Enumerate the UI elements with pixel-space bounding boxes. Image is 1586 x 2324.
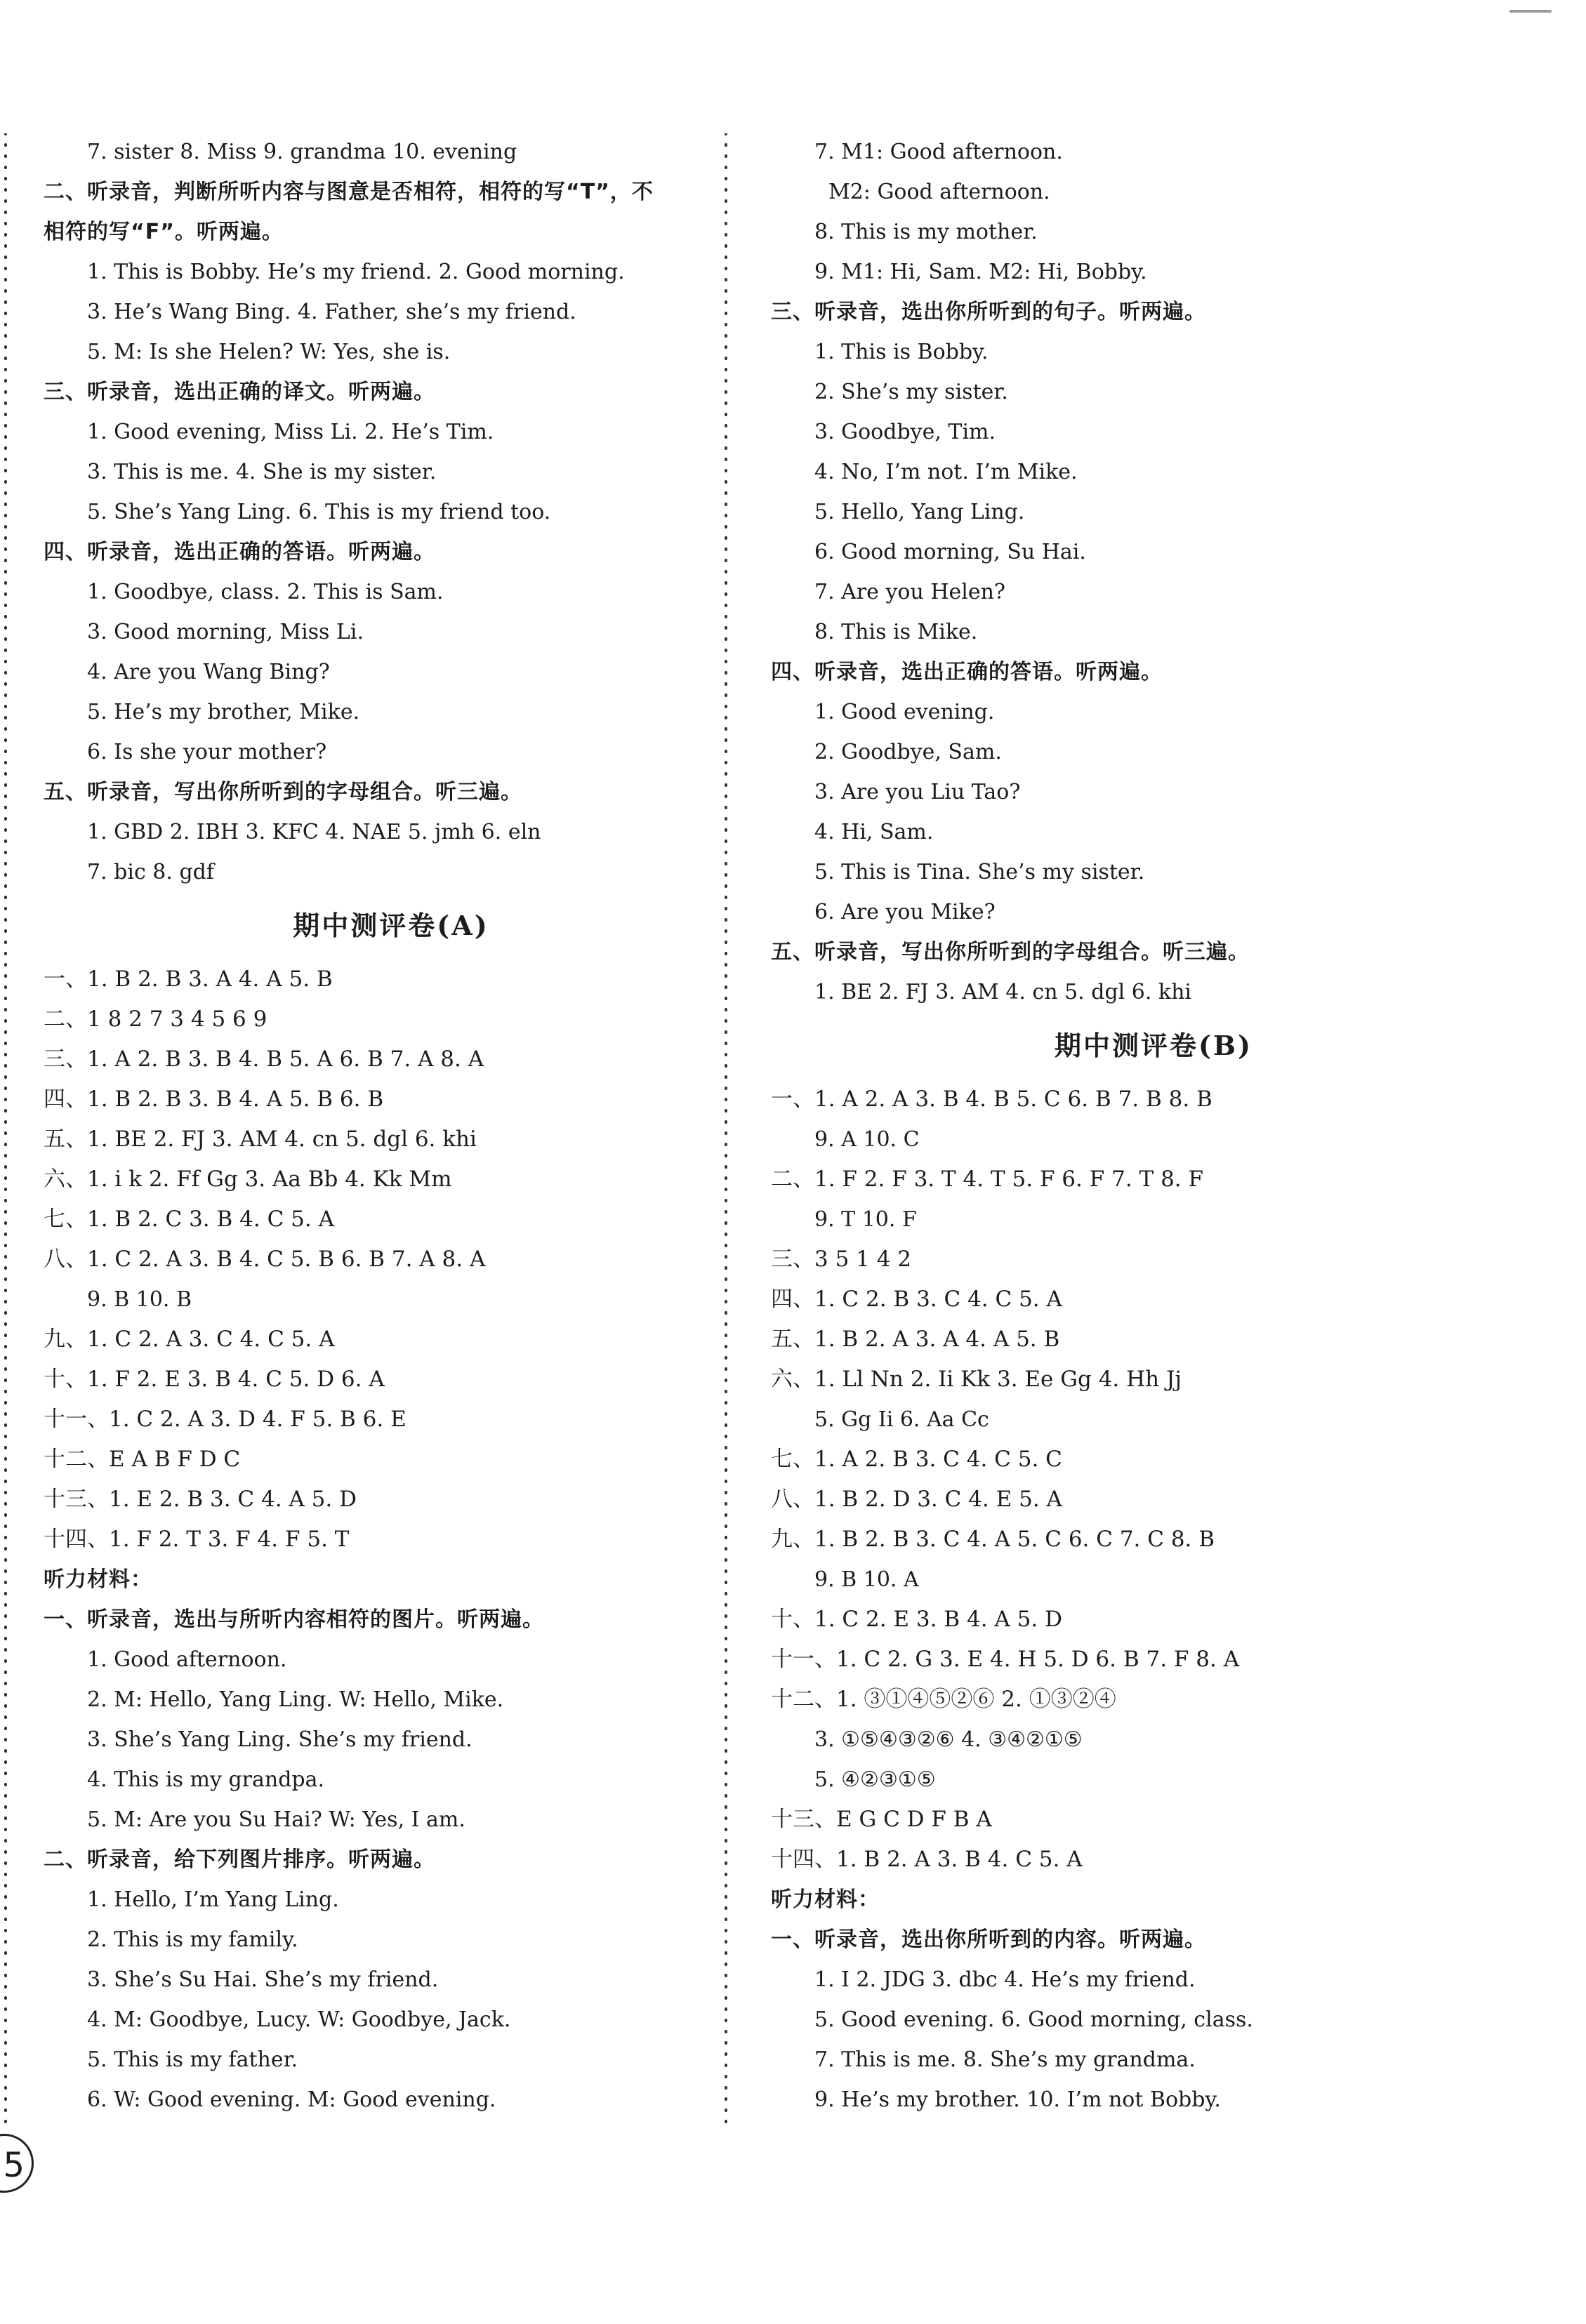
text-line: 9. He’s my brother. 10. I’m not Bobby.: [814, 2087, 1221, 2112]
answer-line: 七、1. A 2. B 3. C 4. C 5. C: [771, 1447, 1062, 1472]
answer-line: 一、1. B 2. B 3. A 4. A 5. B: [44, 967, 333, 992]
answer-line: 八、1. C 2. A 3. B 4. C 5. B 6. B 7. A 8. A: [44, 1247, 486, 1272]
corner-mark: [1509, 10, 1552, 13]
answer-line: 六、1. Ll Nn 2. Ii Kk 3. Ee Gg 4. Hh Jj: [771, 1367, 1182, 1392]
answer-line: 五、1. B 2. A 3. A 4. A 5. B: [771, 1327, 1060, 1352]
text-line: 3. She’s Su Hai. She’s my friend.: [87, 1967, 439, 1992]
section-heading: 听力材料：: [44, 1567, 152, 1592]
answer-line: 八、1. B 2. D 3. C 4. E 5. A: [771, 1487, 1062, 1512]
section-heading: 四、听录音，选出正确的答语。听两遍。: [44, 540, 435, 564]
test-title: 期中测评卷(A): [293, 910, 489, 941]
answer-line: 四、1. B 2. B 3. B 4. A 5. B 6. B: [44, 1087, 384, 1112]
text-line: 1. GBD 2. IBH 3. KFC 4. NAE 5. jmh 6. eln: [87, 820, 541, 844]
text-line: 4. Are you Wang Bing?: [87, 660, 330, 684]
page-number: 5: [0, 2134, 34, 2193]
text-line: 1. Good afternoon.: [87, 1647, 287, 1672]
answer-line: 十一、1. C 2. G 3. E 4. H 5. D 6. B 7. F 8. A: [771, 1647, 1240, 1672]
text-line: 5. M: Are you Su Hai? W: Yes, I am.: [87, 1807, 465, 1832]
text-line: 1. Good evening.: [814, 700, 995, 724]
text-line: 3. Good morning, Miss Li.: [87, 620, 364, 644]
text-line: 3. Goodbye, Tim.: [814, 420, 996, 444]
section-heading: 三、听录音，选出正确的译文。听两遍。: [44, 380, 435, 404]
answer-line: 二、1. F 2. F 3. T 4. T 5. F 6. F 7. T 8. F: [771, 1167, 1204, 1192]
text-line: 6. Is she your mother?: [87, 740, 327, 764]
answer-line: 九、1. B 2. B 3. C 4. A 5. C 6. C 7. C 8. B: [771, 1527, 1215, 1552]
answer-line: 十一、1. C 2. A 3. D 4. F 5. B 6. E: [44, 1407, 407, 1432]
text-line: 5. This is my father.: [87, 2047, 298, 2072]
left-column: [44, 132, 718, 2120]
answer-line: 六、1. i k 2. Ff Gg 3. Aa Bb 4. Kk Mm: [44, 1167, 452, 1192]
text-line: 1. Good evening, Miss Li. 2. He’s Tim.: [87, 420, 494, 444]
answer-line: 三、3 5 1 4 2: [771, 1247, 912, 1272]
text-line: 4. Hi, Sam.: [814, 820, 934, 844]
text-line: 4. No, I’m not. I’m Mike.: [814, 460, 1078, 484]
answer-line: 十三、1. E 2. B 3. C 4. A 5. D: [44, 1487, 357, 1512]
text-line: 9. T 10. F: [814, 1207, 917, 1232]
text-line: 7. M1: Good afternoon.: [814, 140, 1063, 164]
text-line: 3. He’s Wang Bing. 4. Father, she’s my friend.: [87, 300, 576, 324]
text-line: 5. ④②③①⑤: [814, 1767, 936, 1792]
answer-line: 二、1 8 2 7 3 4 5 6 9: [44, 1007, 267, 1032]
section-heading: 相符的写“F”。听两遍。: [44, 220, 284, 244]
text-line: 3. ①⑤④③②⑥ 4. ③④②①⑤: [814, 1727, 1083, 1752]
text-line: 6. Are you Mike?: [814, 900, 996, 924]
section-heading: 二、听录音，判断所听内容与图意是否相符，相符的写“T”，不: [44, 180, 654, 204]
answer-line: 一、1. A 2. A 3. B 4. B 5. C 6. B 7. B 8. B: [771, 1087, 1212, 1112]
text-line: 2. Goodbye, Sam.: [814, 740, 1002, 764]
text-line: 3. She’s Yang Ling. She’s my friend.: [87, 1727, 473, 1752]
text-line: 3. Are you Liu Tao?: [814, 780, 1021, 804]
text-line: 7. sister 8. Miss 9. grandma 10. evening: [87, 140, 517, 164]
text-line: 8. This is Mike.: [814, 620, 978, 644]
text-line: 2. M: Hello, Yang Ling. W: Hello, Mike.: [87, 1687, 504, 1712]
answer-line: 十、1. F 2. E 3. B 4. C 5. D 6. A: [44, 1367, 385, 1392]
text-line: 8. This is my mother.: [814, 220, 1038, 244]
text-line: 6. Good morning, Su Hai.: [814, 540, 1086, 564]
text-line: 5. M: Is she Helen? W: Yes, she is.: [87, 340, 451, 364]
text-line: 9. A 10. C: [814, 1127, 920, 1152]
answer-line: 十、1. C 2. E 3. B 4. A 5. D: [771, 1607, 1062, 1632]
answer-line: 十四、1. B 2. A 3. B 4. C 5. A: [771, 1847, 1083, 1872]
text-line: 1. I 2. JDG 3. dbc 4. He’s my friend.: [814, 1967, 1196, 1992]
text-line: 5. This is Tina. She’s my sister.: [814, 860, 1145, 884]
text-line: 7. This is me. 8. She’s my grandma.: [814, 2047, 1196, 2072]
text-line: 7. bic 8. gdf: [87, 860, 214, 884]
text-line: 6. W: Good evening. M: Good evening.: [87, 2087, 496, 2112]
answer-line: 五、1. BE 2. FJ 3. AM 4. cn 5. dgl 6. khi: [44, 1127, 477, 1152]
text-line: 2. She’s my sister.: [814, 380, 1008, 404]
text-line: 7. Are you Helen?: [814, 580, 1005, 604]
text-line: 1. This is Bobby.: [814, 340, 989, 364]
answer-line: 十三、E G C D F B A: [771, 1807, 992, 1832]
text-line: 5. Hello, Yang Ling.: [814, 500, 1025, 524]
answer-line: 九、1. C 2. A 3. C 4. C 5. A: [44, 1327, 335, 1352]
column-divider-dotted-line: [723, 133, 729, 2127]
answer-line: 三、1. A 2. B 3. B 4. B 5. A 6. B 7. A 8. A: [44, 1047, 484, 1072]
answer-line: 四、1. C 2. B 3. C 4. C 5. A: [771, 1287, 1062, 1312]
test-title: 期中测评卷(B): [1054, 1030, 1253, 1061]
answer-line: 十二、E A B F D C: [44, 1447, 241, 1472]
binding-dots-svg: [3, 133, 8, 2127]
section-heading: 三、听录音，选出你所听到的句子。听两遍。: [771, 300, 1206, 324]
text-line: M2: Good afternoon.: [828, 180, 1050, 204]
text-line: 1. BE 2. FJ 3. AM 4. cn 5. dgl 6. khi: [814, 980, 1192, 1004]
text-line: 9. B 10. A: [814, 1567, 919, 1592]
section-heading: 二、听录音，给下列图片排序。听两遍。: [44, 1847, 435, 1872]
right-column: [771, 132, 1515, 2120]
text-line: 5. Gg Ii 6. Aa Cc: [814, 1407, 989, 1432]
text-line: 1. This is Bobby. He’s my friend. 2. Good morning.: [87, 260, 625, 284]
text-line: 4. This is my grandpa.: [87, 1767, 325, 1792]
answer-line: 七、1. B 2. C 3. B 4. C 5. A: [44, 1207, 334, 1232]
divider-dots-svg: [723, 133, 729, 2127]
text-line: 9. M1: Hi, Sam. M2: Hi, Bobby.: [814, 260, 1147, 284]
text-line: 3. This is me. 4. She is my sister.: [87, 460, 437, 484]
section-heading: 四、听录音，选出正确的答语。听两遍。: [771, 660, 1163, 684]
text-line: 2. This is my family.: [87, 1927, 298, 1952]
answer-line: 十四、1. F 2. T 3. F 4. F 5. T: [44, 1527, 350, 1552]
binding-dotted-line: [3, 133, 8, 2127]
text-line: 4. M: Goodbye, Lucy. W: Goodbye, Jack.: [87, 2007, 511, 2032]
text-line: 9. B 10. B: [87, 1287, 192, 1312]
text-line: 5. She’s Yang Ling. 6. This is my friend too.: [87, 500, 551, 524]
answer-line: 十二、1. ③①④⑤②⑥ 2. ①③②④: [771, 1687, 1116, 1712]
text-line: 5. He’s my brother, Mike.: [87, 700, 360, 724]
section-heading: 一、听录音，选出你所听到的内容。听两遍。: [771, 1927, 1206, 1952]
section-heading: 五、听录音，写出你所听到的字母组合。听三遍。: [771, 940, 1250, 964]
section-heading: 听力材料：: [771, 1887, 880, 1912]
text-line: 5. Good evening. 6. Good morning, class.: [814, 2007, 1253, 2032]
text-line: 1. Hello, I’m Yang Ling.: [87, 1887, 339, 1912]
section-heading: 五、听录音，写出你所听到的字母组合。听三遍。: [44, 780, 522, 804]
text-line: 1. Goodbye, class. 2. This is Sam.: [87, 580, 444, 604]
section-heading: 一、听录音，选出与所听内容相符的图片。听两遍。: [44, 1607, 544, 1632]
